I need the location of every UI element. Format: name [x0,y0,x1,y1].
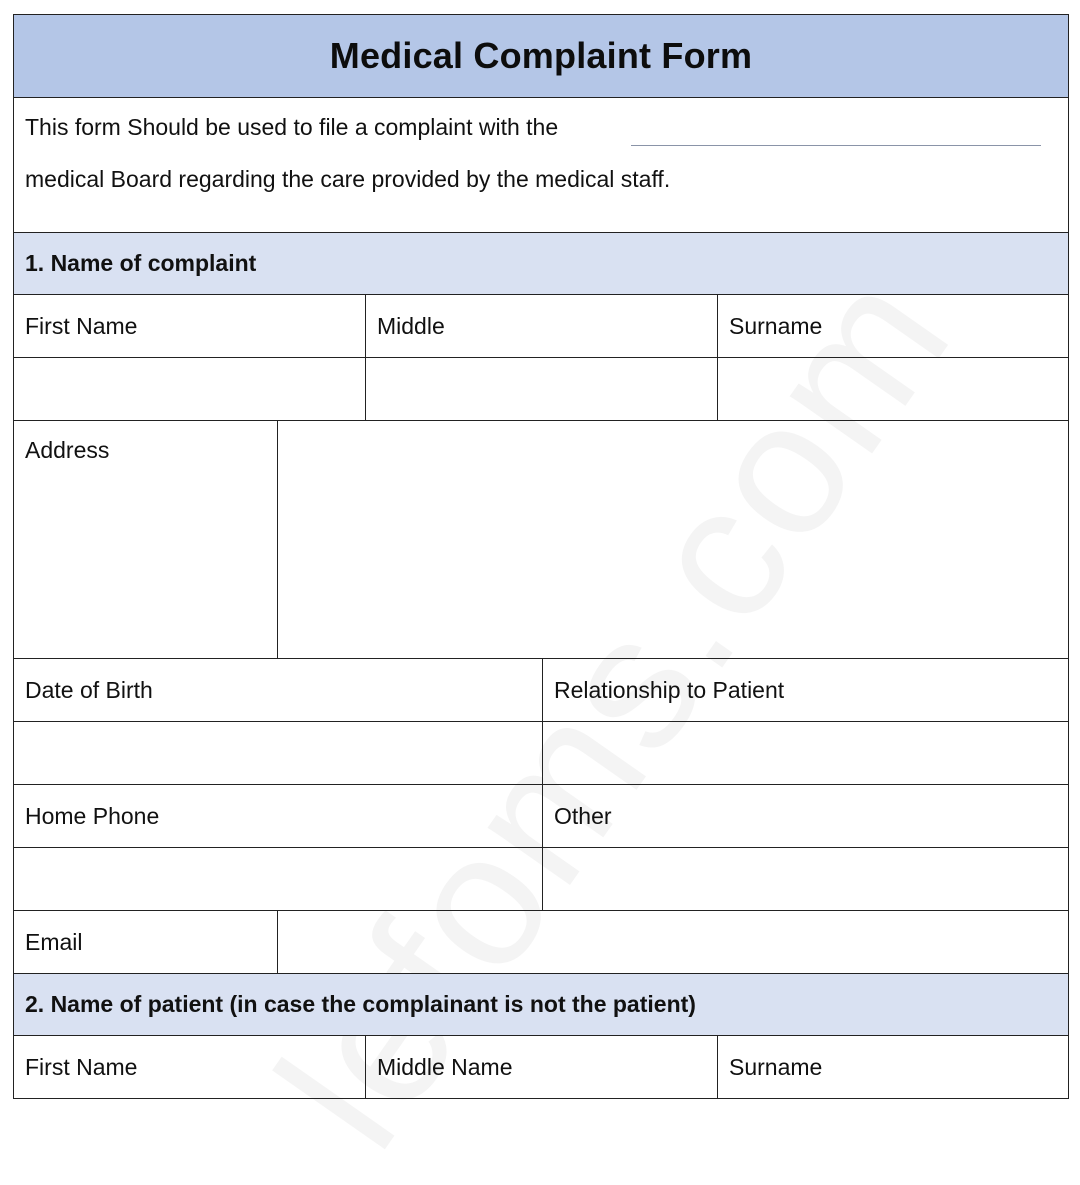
dob-input[interactable] [25,722,542,784]
dob-label: Date of Birth [14,659,543,721]
intro-block [13,98,1069,233]
complainant-name-inputs-row [13,358,1069,421]
dob-relationship-labels-row [13,659,1069,722]
middle-name-label: Middle [366,295,718,357]
section-2-title: 2. Name of patient (in case the complainant is not the patient) [25,991,696,1017]
section-2-header [13,974,1069,1036]
patient-name-labels-row [13,1036,1069,1099]
email-row [13,911,1069,974]
other-label: Other [554,802,612,829]
phone-other-inputs-row [13,848,1069,911]
complainant-name-labels-row [13,295,1069,358]
section-1-title: 1. Name of complaint [25,250,257,276]
address-label: Address [14,421,278,658]
middle-name-input[interactable] [377,358,717,420]
medical-complaint-form [13,14,1069,1099]
address-input[interactable] [289,437,1068,658]
intro-line-2: medical Board regarding the care provided by the medical staff. [25,166,671,192]
relationship-input[interactable] [554,722,1068,784]
first-name-input[interactable] [25,358,365,420]
surname-input[interactable] [729,358,1068,420]
email-label: Email [14,911,278,973]
email-input[interactable] [289,911,1068,973]
patient-first-name-label: First Name [14,1036,366,1098]
phone-other-labels-row [13,785,1069,848]
address-row [13,421,1069,659]
first-name-label: First Name [14,295,366,357]
dob-relationship-inputs-row [13,722,1069,785]
home-phone-label: Home Phone [14,785,543,847]
section-1-header [13,233,1069,295]
intro-line-1: This form Should be used to file a complaint with the [25,114,559,140]
surname-label: Surname [729,312,823,339]
form-title: Medical Complaint Form [329,35,753,76]
other-input[interactable] [554,848,1068,910]
relationship-label: Relationship to Patient [554,676,785,703]
patient-surname-label: Surname [729,1053,823,1080]
board-name-field[interactable] [631,145,1041,146]
form-header [13,14,1069,98]
patient-middle-name-label: Middle Name [366,1036,718,1098]
home-phone-input[interactable] [25,848,542,910]
